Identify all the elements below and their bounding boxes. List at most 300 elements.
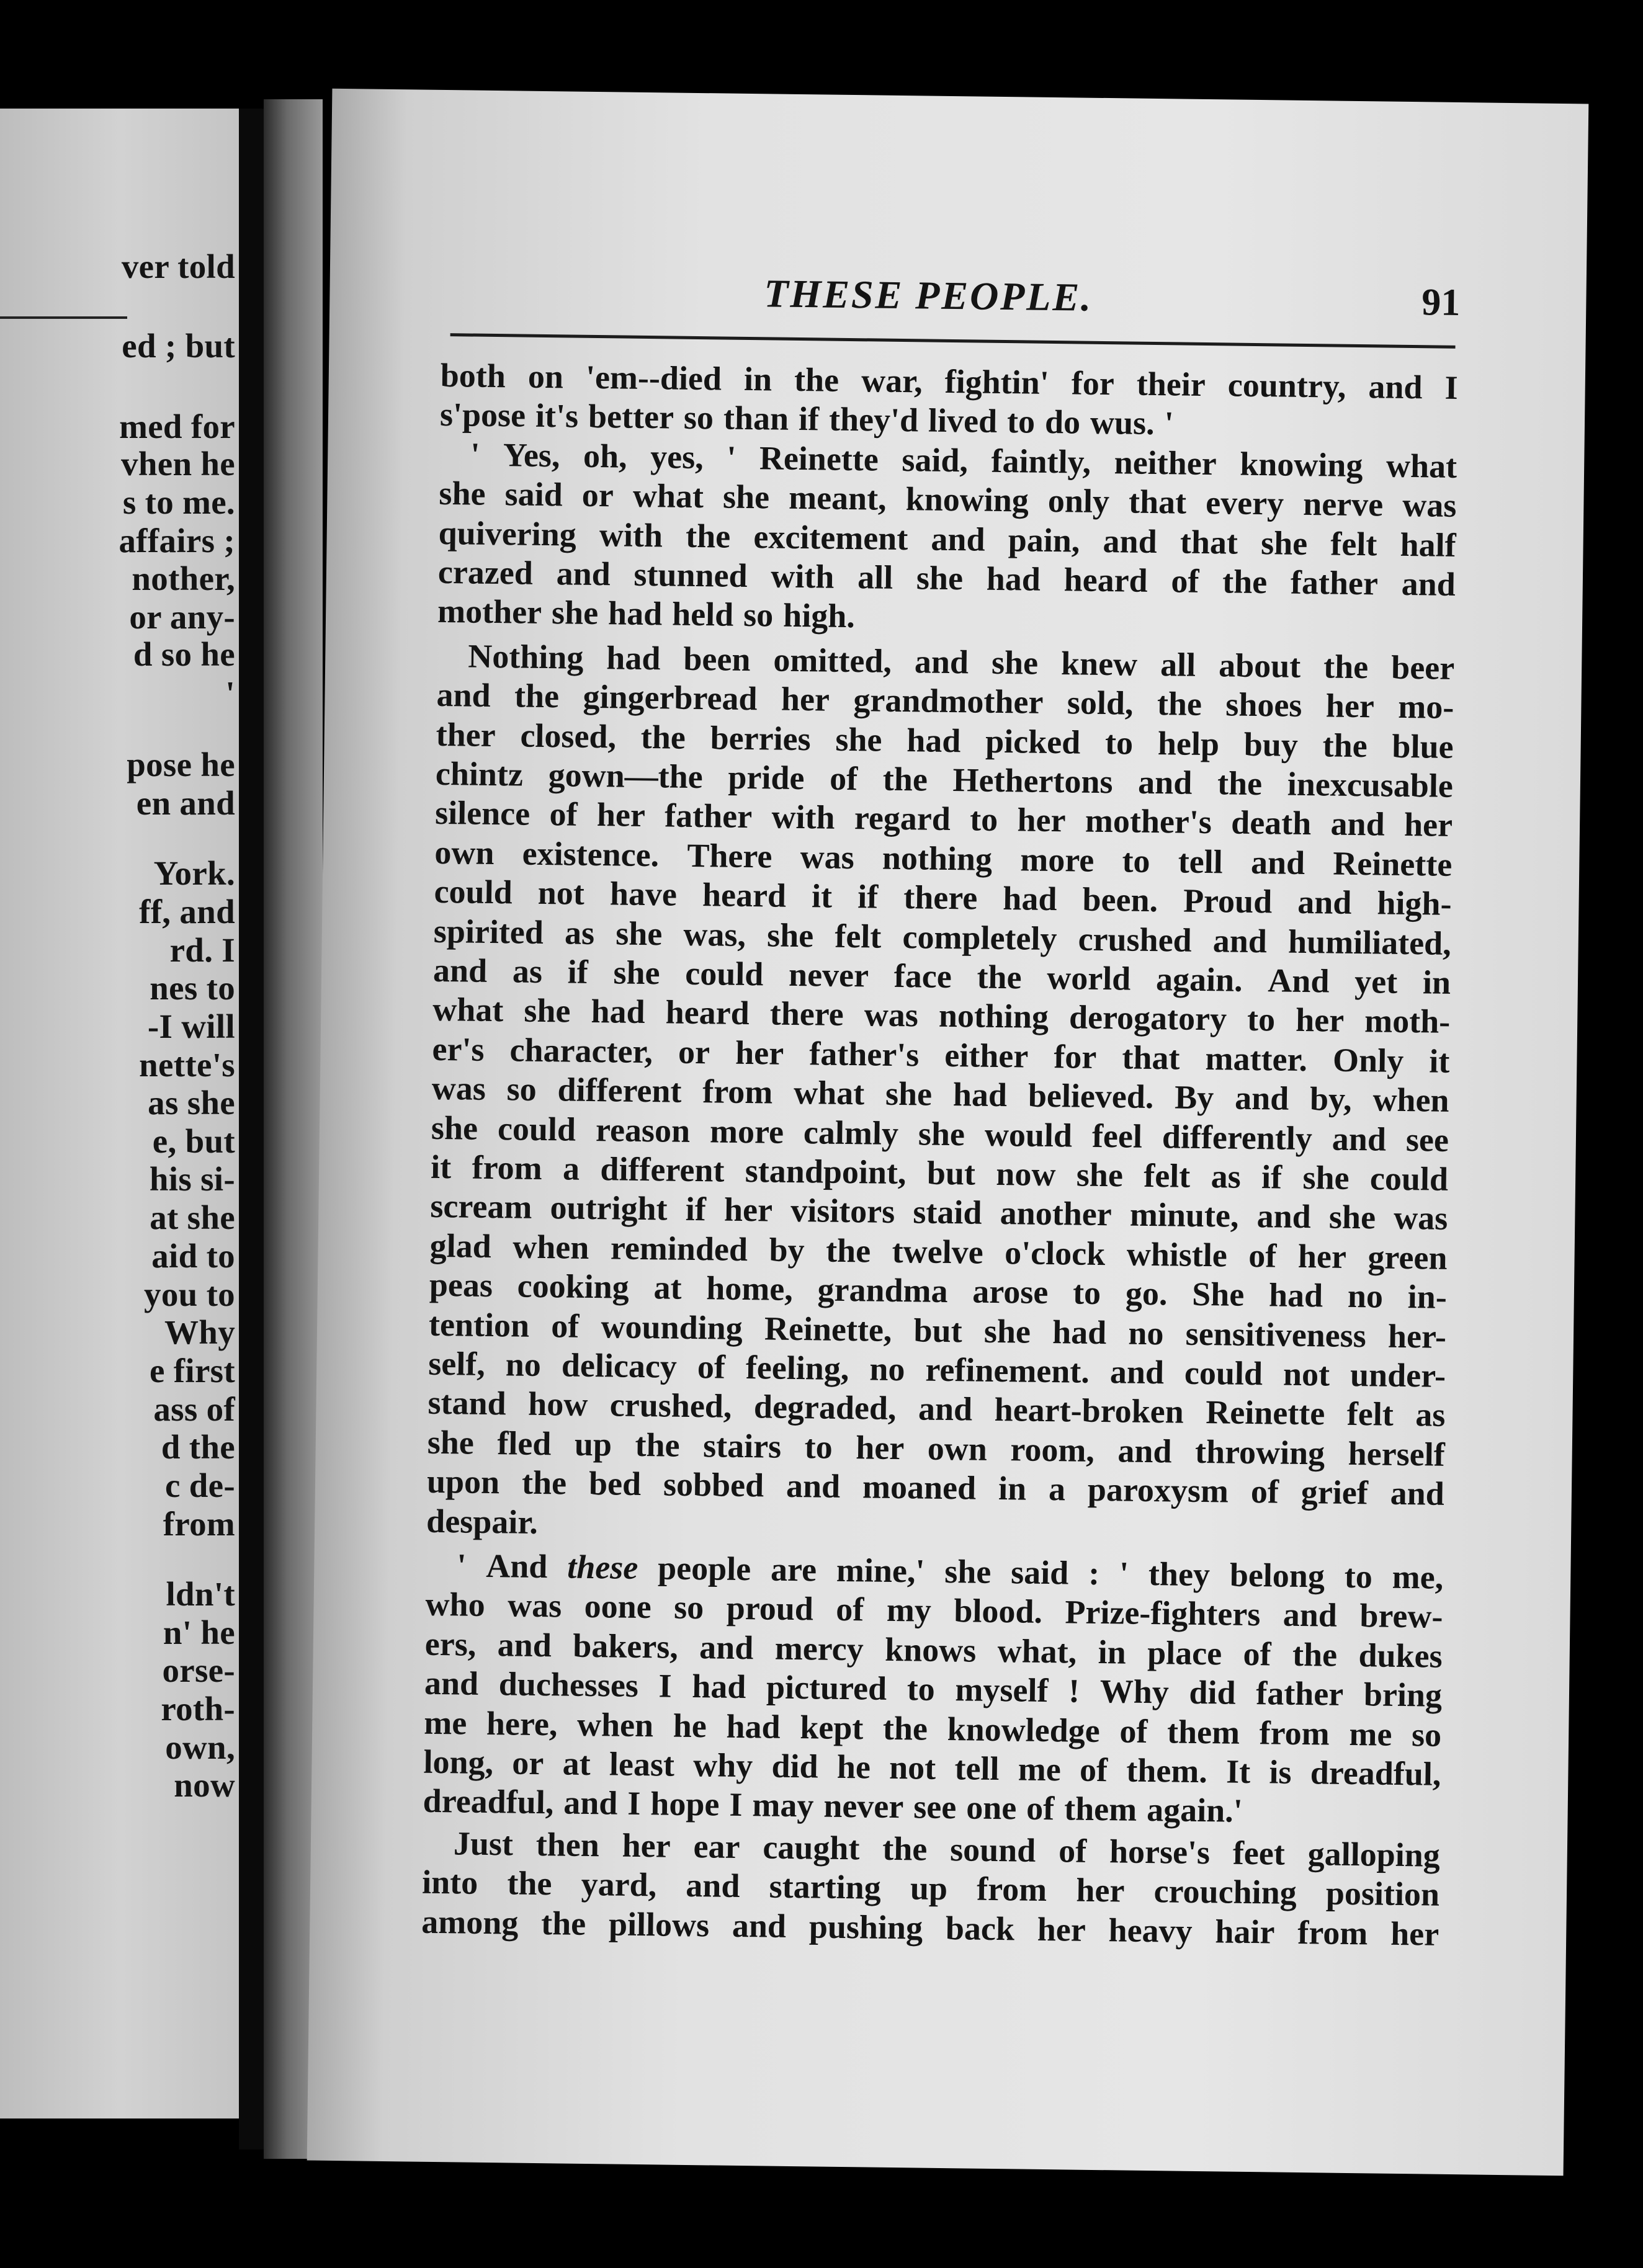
word: and <box>436 676 491 714</box>
word: in <box>998 1470 1027 1507</box>
word: that <box>1122 1038 1180 1077</box>
left-page-line: ass of <box>153 1390 235 1428</box>
word: up <box>574 1425 612 1463</box>
word: myself <box>955 1671 1049 1710</box>
word: : <box>1088 1554 1100 1592</box>
word: caught <box>763 1828 860 1867</box>
word: I <box>1444 368 1458 406</box>
word: are <box>770 1550 817 1589</box>
word: knowledge <box>947 1710 1101 1750</box>
word: closed, <box>520 717 617 756</box>
word: again.' <box>1146 1791 1243 1829</box>
word: her <box>1295 1001 1345 1039</box>
word: paroxysm <box>1087 1470 1229 1510</box>
word: I <box>729 1785 743 1824</box>
word: and <box>556 555 611 593</box>
word: despair. <box>426 1502 539 1541</box>
word: mother <box>437 592 542 631</box>
word: under- <box>1350 1355 1446 1395</box>
word: from <box>976 1870 1047 1909</box>
word: crazed <box>437 553 534 592</box>
word: er's <box>432 1030 485 1068</box>
word: the <box>507 1864 552 1903</box>
word: help <box>1157 725 1220 763</box>
word: no <box>1128 1314 1164 1352</box>
word: sensitiveness <box>1185 1315 1367 1355</box>
word: never <box>788 955 869 994</box>
word: what <box>793 1073 865 1112</box>
word: oone <box>584 1587 652 1626</box>
word: she <box>885 1074 933 1113</box>
word: her <box>1390 1914 1439 1953</box>
word: knew <box>1060 645 1138 683</box>
word: into <box>421 1863 478 1901</box>
word: when <box>1372 1081 1449 1119</box>
word: the <box>825 1231 871 1270</box>
word: and <box>563 1784 618 1822</box>
word: if <box>685 1190 707 1228</box>
word: was <box>864 996 919 1034</box>
word: dukes <box>1358 1636 1443 1675</box>
word: in <box>743 360 772 398</box>
word: my <box>886 1591 932 1629</box>
left-page-line: c de- <box>165 1467 235 1504</box>
word: or <box>512 1744 544 1782</box>
word: her <box>1325 687 1375 725</box>
word: she <box>1260 524 1308 563</box>
word: and <box>1332 1120 1387 1158</box>
word: stairs <box>702 1427 782 1465</box>
word: for <box>1071 364 1115 403</box>
right-page <box>307 89 1589 2176</box>
word: moth- <box>1364 1002 1451 1040</box>
word: she <box>983 1312 1031 1351</box>
word: had <box>1052 1313 1107 1352</box>
word: heard <box>665 993 750 1032</box>
word: feel <box>1091 1117 1143 1155</box>
word: felt <box>1143 1156 1191 1195</box>
left-page-line: pose he <box>127 746 235 784</box>
word: omitted, <box>773 641 892 680</box>
word: reminded <box>610 1229 748 1269</box>
word: the <box>882 760 928 798</box>
word: had <box>726 1707 781 1746</box>
word: see <box>1405 1121 1449 1159</box>
word: wounding <box>601 1308 743 1347</box>
word: and <box>1212 922 1268 960</box>
word: as <box>512 952 543 990</box>
word: death <box>1230 803 1312 842</box>
word: and <box>1103 522 1158 561</box>
word: to <box>1344 1557 1373 1596</box>
word: proud <box>726 1589 814 1628</box>
word: a <box>562 1150 580 1187</box>
word: and <box>1109 1353 1165 1391</box>
word: to <box>907 1670 936 1708</box>
word: and <box>918 1390 973 1428</box>
word: but <box>926 1154 976 1192</box>
word: there <box>769 994 844 1033</box>
word: sold, <box>1067 684 1134 722</box>
word: not <box>537 873 585 912</box>
word: knowing <box>1239 445 1363 484</box>
word: from <box>1259 1714 1330 1752</box>
left-page-line: -I will <box>147 1007 235 1045</box>
word: no <box>505 1346 542 1384</box>
word: no <box>1347 1277 1384 1315</box>
word: different <box>600 1150 725 1189</box>
word: chintz <box>435 754 524 793</box>
word: what, <box>997 1632 1077 1671</box>
word: least <box>609 1745 675 1784</box>
word: her <box>781 680 830 718</box>
word: either <box>944 1036 1029 1075</box>
left-page-line: ver told <box>121 248 235 285</box>
word: again. <box>1155 960 1243 999</box>
word: yet <box>1354 962 1398 1001</box>
left-page-line: affairs ; <box>119 522 235 560</box>
word: did <box>771 1747 818 1785</box>
word: believed. <box>1027 1076 1154 1116</box>
left-page-line: York. <box>153 854 235 892</box>
word: own <box>927 1429 988 1468</box>
word: the <box>1157 685 1202 723</box>
word: pillows <box>608 1905 710 1944</box>
word: gown—the <box>548 756 704 796</box>
word: faintly, <box>991 442 1091 481</box>
word: no <box>869 1350 905 1388</box>
word: face <box>893 957 952 996</box>
word: nothing <box>882 839 993 878</box>
word: people <box>657 1549 751 1588</box>
word: and <box>1137 763 1193 801</box>
word: she <box>1302 1158 1350 1197</box>
word: crouching <box>1153 1872 1297 1911</box>
word: the <box>1292 1635 1338 1674</box>
word: and <box>1117 1432 1172 1470</box>
word: pictured <box>766 1668 887 1707</box>
word: did <box>1189 1673 1236 1712</box>
word: she <box>722 478 770 516</box>
word: self, <box>428 1344 486 1383</box>
word: quivering <box>438 514 577 553</box>
word: me <box>423 1703 467 1742</box>
word: pain, <box>1008 521 1080 560</box>
word: about <box>1218 646 1301 685</box>
word: the <box>977 958 1022 996</box>
word: they <box>1148 1555 1211 1594</box>
word: had <box>1268 1276 1323 1315</box>
word: knows <box>884 1630 977 1669</box>
word: brew- <box>1359 1597 1443 1635</box>
word: horse's <box>1109 1833 1211 1872</box>
word: and <box>424 1664 479 1702</box>
word: only <box>1047 481 1110 520</box>
word: bakers, <box>572 1627 679 1666</box>
word: There <box>687 836 772 875</box>
word: mother's <box>1085 801 1212 841</box>
word: was, <box>683 915 746 953</box>
word: her <box>622 1826 671 1865</box>
word: s'pose <box>439 395 526 434</box>
left-page-line: roth- <box>161 1690 235 1728</box>
word: yard, <box>581 1865 657 1904</box>
word: what <box>632 476 704 516</box>
word: she <box>918 1115 965 1153</box>
word: if <box>1261 1158 1283 1196</box>
word: Why <box>1099 1672 1170 1711</box>
word: she <box>431 1109 478 1147</box>
word: if <box>798 400 820 438</box>
word: grief <box>1301 1473 1369 1512</box>
word: said <box>1010 1553 1069 1592</box>
word: picked <box>985 722 1081 761</box>
word: lived <box>928 401 998 440</box>
word: at <box>653 1269 682 1306</box>
word: of <box>1026 1789 1055 1828</box>
word: her <box>1076 1871 1125 1909</box>
left-page-line: orse- <box>162 1651 235 1689</box>
word: she <box>524 991 571 1030</box>
word: cooking <box>517 1267 630 1306</box>
word: fightin' <box>944 362 1050 401</box>
word: at <box>562 1744 591 1783</box>
word: her <box>1403 805 1453 844</box>
word: so <box>506 1070 537 1108</box>
left-page-line: e first <box>150 1352 235 1390</box>
word: gingerbread <box>583 677 758 718</box>
word: by, <box>1309 1080 1353 1118</box>
word: and <box>1401 565 1456 603</box>
word: or <box>581 476 614 514</box>
word: stunned <box>633 555 748 594</box>
word: country, <box>1227 366 1346 405</box>
word: war, <box>861 362 923 400</box>
word: Only <box>1332 1041 1404 1079</box>
word: father <box>1255 1674 1344 1713</box>
word: been <box>683 640 751 679</box>
word: pushing <box>808 1908 923 1947</box>
word: it <box>430 1148 452 1186</box>
word: is <box>1269 1753 1292 1791</box>
word: berries <box>710 719 811 758</box>
word: had <box>691 1668 746 1706</box>
word: better <box>588 397 674 436</box>
word: heavy <box>1108 1911 1193 1950</box>
word: regard <box>854 799 951 838</box>
word: here, <box>486 1704 558 1743</box>
word: was <box>1402 486 1457 524</box>
word: to <box>1122 842 1150 880</box>
word: with <box>771 557 835 596</box>
word: so <box>683 398 714 437</box>
word: ' <box>1119 1555 1129 1592</box>
word: the <box>635 1426 680 1464</box>
word: ' <box>457 1547 467 1584</box>
word: differently <box>1162 1118 1313 1158</box>
word: on <box>527 357 564 396</box>
word: of <box>1079 1751 1108 1789</box>
word: arose <box>972 1272 1049 1311</box>
left-page-line: d the <box>161 1428 235 1466</box>
word: me <box>1349 1715 1392 1753</box>
word: to <box>1247 1000 1276 1038</box>
word: twelve <box>892 1232 984 1271</box>
word: By <box>1174 1078 1214 1117</box>
word: heard <box>1063 561 1148 599</box>
word: me <box>1018 1750 1062 1788</box>
word: upon <box>426 1462 500 1501</box>
word: would <box>984 1115 1073 1154</box>
word: reason <box>595 1111 691 1150</box>
word: And <box>485 1547 548 1586</box>
word: more <box>709 1112 784 1151</box>
word: do <box>1044 403 1081 441</box>
word: could <box>434 872 513 911</box>
word: said, <box>902 441 969 480</box>
word: what <box>1386 447 1457 485</box>
word: of <box>1171 562 1199 600</box>
left-page-line: en and <box>136 784 235 822</box>
word: go. <box>1125 1274 1168 1313</box>
word: knowing <box>905 480 1029 519</box>
left-page-line: rd. I <box>169 931 235 969</box>
word: standpoint, <box>745 1152 907 1192</box>
word: felt <box>835 917 882 955</box>
left-page-line: nette's <box>139 1046 235 1084</box>
word: Yes, <box>503 436 560 475</box>
word: sound <box>949 1831 1036 1869</box>
word: with <box>599 516 663 555</box>
word: starting <box>769 1867 882 1906</box>
word: silence <box>434 793 531 833</box>
word: grandmother <box>853 681 1044 721</box>
word: more <box>1019 841 1095 879</box>
word: and <box>686 1866 740 1904</box>
word: her <box>855 1429 905 1467</box>
word: a <box>1048 1470 1066 1508</box>
word: calmly <box>803 1114 899 1153</box>
word: to <box>1104 724 1134 762</box>
word: in <box>1422 963 1451 1001</box>
word: that <box>1180 523 1238 561</box>
word: pride <box>728 758 805 797</box>
word: dreadful, <box>423 1782 554 1821</box>
header-rule <box>450 333 1456 349</box>
word: was <box>431 1069 486 1107</box>
word: dreadful, <box>1310 1754 1441 1793</box>
word: had <box>906 721 961 760</box>
word: held <box>671 595 734 633</box>
left-page-line: s to me. <box>122 483 235 521</box>
word: the <box>540 1904 586 1942</box>
word: nerve <box>1302 484 1384 524</box>
left-page-line: ed ; but <box>122 327 235 365</box>
word: for <box>1054 1038 1097 1076</box>
word: she <box>613 953 660 992</box>
left-page-line: e, but <box>152 1122 235 1160</box>
word: and <box>786 1467 841 1505</box>
word: or <box>678 1033 710 1071</box>
word: that <box>1128 483 1187 521</box>
word: of <box>1250 1473 1279 1511</box>
left-page-line: ff, and <box>139 893 235 931</box>
word: could <box>1369 1159 1449 1198</box>
word: said <box>504 475 563 514</box>
word: ' <box>470 435 480 473</box>
word: her <box>1017 801 1066 839</box>
word: and <box>1250 843 1305 882</box>
word: father's <box>808 1035 920 1074</box>
word: her <box>1037 1910 1086 1949</box>
word: in- <box>1407 1278 1448 1316</box>
word: they'd <box>828 400 919 439</box>
word: had <box>986 560 1041 598</box>
word: she <box>551 594 599 632</box>
word: the <box>1323 648 1369 686</box>
left-page <box>0 109 239 2118</box>
word: felt <box>1330 525 1377 563</box>
word: her <box>1297 1237 1347 1275</box>
word: Proud <box>1183 882 1273 921</box>
left-page-line: or any- <box>129 598 235 636</box>
word: now <box>996 1154 1056 1194</box>
word: all <box>1160 646 1196 684</box>
word: among <box>421 1903 519 1942</box>
word: matter. <box>1205 1040 1308 1079</box>
word: tention <box>428 1305 530 1344</box>
word: of <box>1058 1832 1087 1870</box>
word: if <box>857 878 879 916</box>
word: the <box>640 718 686 756</box>
word: half <box>1400 525 1456 564</box>
word: blood. <box>954 1592 1043 1630</box>
word: it <box>1428 1042 1450 1080</box>
word: them. <box>1126 1751 1208 1790</box>
word: she <box>991 643 1039 682</box>
word: whistle <box>1126 1235 1228 1274</box>
word: world <box>1046 958 1131 998</box>
word: and <box>1256 1197 1312 1236</box>
word: moaned <box>862 1468 977 1507</box>
word: the <box>521 1463 567 1502</box>
word: tell <box>954 1749 1000 1788</box>
word: crushed <box>1078 920 1193 959</box>
word: humiliated, <box>1287 922 1452 962</box>
left-page-line: nes to <box>150 969 235 1007</box>
word: not <box>889 1748 936 1787</box>
left-page-line: aid to <box>151 1237 235 1275</box>
word: different <box>557 1071 682 1110</box>
word: the <box>794 360 839 399</box>
word: could <box>1184 1354 1263 1393</box>
word: excitement <box>753 518 908 558</box>
word: galloping <box>1307 1835 1441 1874</box>
word: but <box>913 1311 963 1350</box>
word: and <box>931 520 985 558</box>
word: her <box>596 796 646 834</box>
word: yes, <box>650 438 704 476</box>
word: belong <box>1229 1556 1325 1595</box>
word: Reinette <box>1205 1393 1325 1432</box>
left-page-line: now <box>174 1766 235 1804</box>
word: he <box>673 1707 707 1745</box>
word: character, <box>509 1031 653 1071</box>
word: and <box>699 1628 754 1667</box>
word: hair <box>1215 1913 1275 1951</box>
word: of <box>1248 1236 1277 1275</box>
word: of <box>836 1590 864 1628</box>
